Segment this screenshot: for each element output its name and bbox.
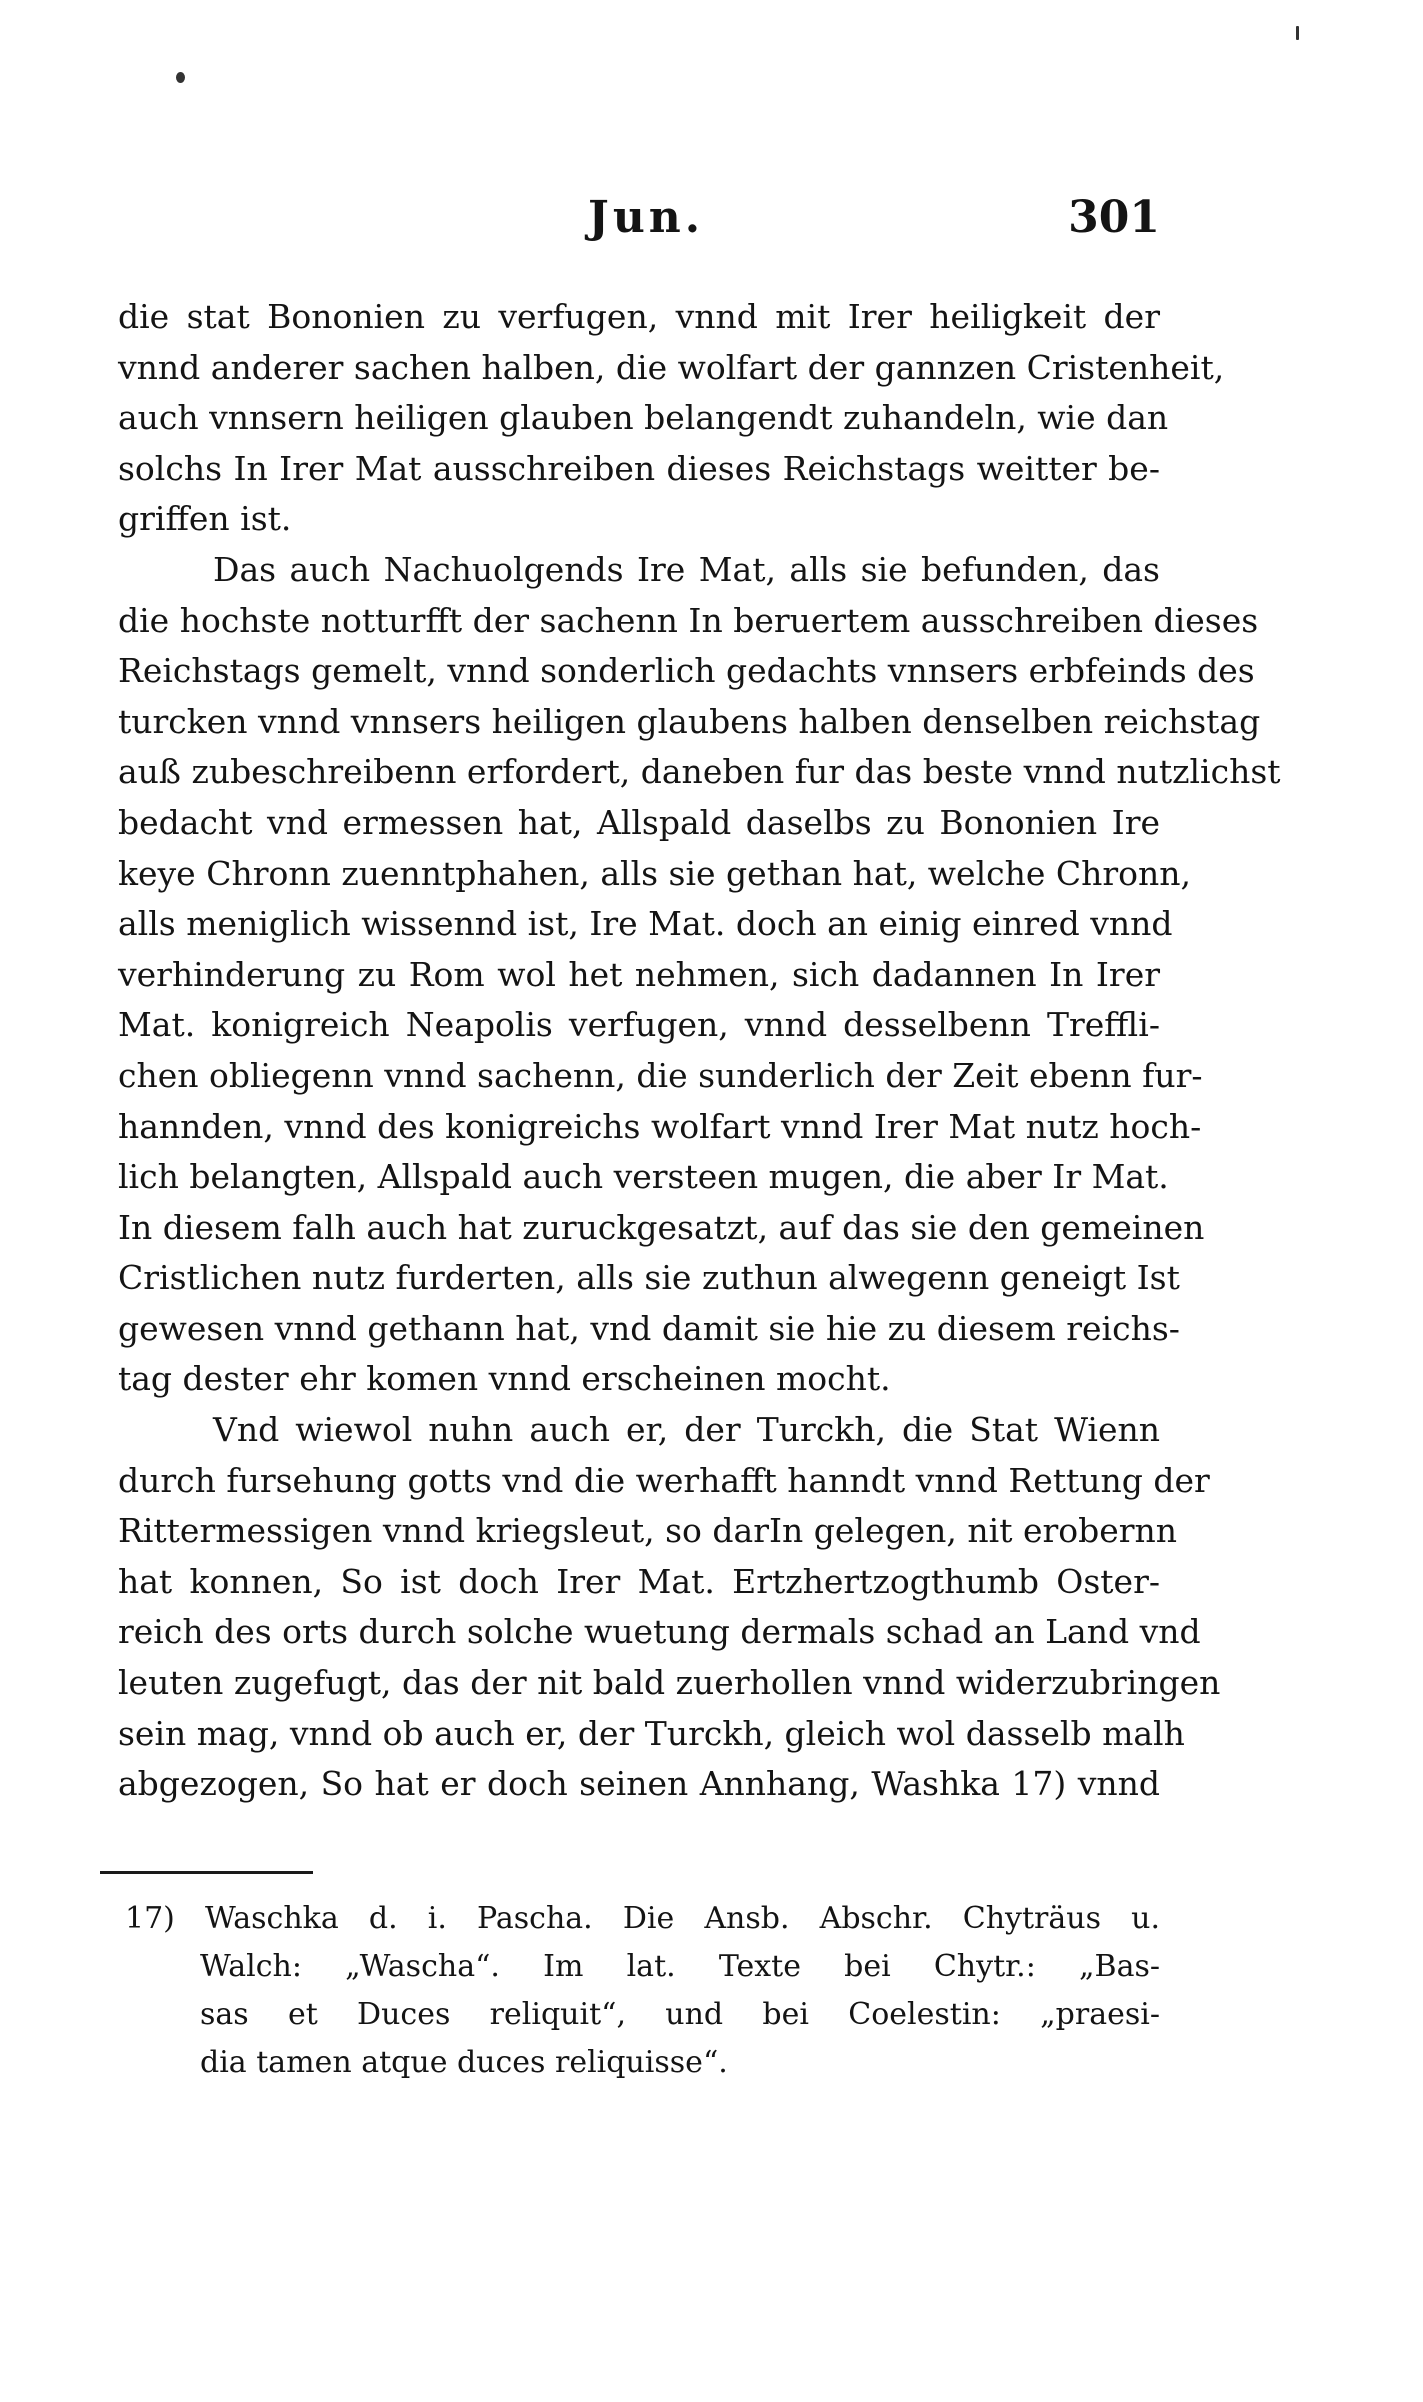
running-head: Jun. xyxy=(588,192,705,243)
text-line: chen obliegenn vnnd sachenn, die sunderlich der Zeit ebenn fur- xyxy=(118,1055,1203,1095)
text-line: die hochste notturfft der sachenn In beruertem ausschreiben dieses xyxy=(118,600,1259,640)
footnote-line: Walch: „Wascha“. Im lat. Texte bei Chytr.: „Bas- xyxy=(200,1949,1160,1984)
text-line: turcken vnnd vnnsers heiligen glaubens halben denselben reichstag xyxy=(118,701,1261,741)
text-line: Reichstags gemelt, vnnd sonderlich gedachts vnnsers erbfeinds des xyxy=(118,651,1255,691)
text-line: Cristlichen nutz furderten, alls sie zuthun alwegenn geneigt Ist xyxy=(118,1258,1180,1298)
text-line: auß zubeschreibenn erfordert, daneben fur das beste vnnd nutzlichst xyxy=(118,752,1281,792)
text-line: hat konnen, So ist doch Irer Mat. Ertzhertzogthumb Oster- xyxy=(118,1561,1160,1601)
footnote-rule xyxy=(100,1871,313,1874)
text-line: leuten zugefugt, das der nit bald zuerhollen vnnd widerzubringen xyxy=(118,1663,1221,1703)
text-line: solchs In Irer Mat ausschreiben dieses Reichstags weitter be- xyxy=(118,448,1160,488)
text-line: hannden, vnnd des konigreichs wolfart vnnd Irer Mat nutz hoch- xyxy=(118,1106,1202,1146)
paragraph-start-line: Das auch Nachuolgends Ire Mat, alls sie befunden, das xyxy=(213,549,1160,589)
text-line: bedacht vnd ermessen hat, Allspald daselbs zu Bononien Ire xyxy=(118,802,1160,842)
text-line: Rittermessigen vnnd kriegsleut, so darIn gelegen, nit erobernn xyxy=(118,1511,1178,1551)
text-line: keye Chronn zuenntphahen, alls sie gethan hat, welche Chronn, xyxy=(118,853,1192,893)
text-line: verhinderung zu Rom wol het nehmen, sich dadannen In Irer xyxy=(118,954,1160,994)
footnote-line: 17) Waschka d. i. Pascha. Die Ansb. Abschr. Chyträus u. xyxy=(125,1901,1160,1936)
footnote xyxy=(125,1895,1160,2087)
text-line: lich belangten, Allspald auch versteen mugen, die aber Ir Mat. xyxy=(118,1157,1169,1197)
text-line: In diesem falh auch hat zuruckgesatzt, auf das sie den gemeinen xyxy=(118,1207,1205,1247)
page-number: 301 xyxy=(1068,192,1160,243)
footnote-line: dia tamen atque duces reliquisse“. xyxy=(200,2045,728,2080)
text-line: auch vnnsern heiligen glauben belangendt zuhandeln, wie dan xyxy=(118,398,1169,438)
text-line: griffen ist. xyxy=(118,499,292,539)
text-line: vnnd anderer sachen halben, die wolfart der gannzen Cristenheit, xyxy=(118,347,1225,387)
main-text xyxy=(118,292,1281,1810)
page-header xyxy=(118,192,1160,252)
ink-speck xyxy=(176,72,185,83)
text-line: die stat Bononien zu verfugen, vnnd mit Irer heiligkeit der xyxy=(118,297,1160,336)
text-line: Mat. konigreich Neapolis verfugen, vnnd desselbenn Treffli- xyxy=(118,1005,1160,1045)
ink-speck xyxy=(1296,26,1299,40)
paragraph-start-line: Vnd wiewol nuhn auch er, der Turckh, die Stat Wienn xyxy=(213,1410,1160,1450)
text-line: abgezogen, So hat er doch seinen Annhang, Washka 17) vnnd xyxy=(118,1764,1160,1804)
text-line: reich des orts durch solche wuetung dermals schad an Land vnd xyxy=(118,1612,1201,1652)
text-line: gewesen vnnd gethann hat, vnd damit sie hie zu diesem reichs- xyxy=(118,1308,1180,1348)
footnote-line: sas et Duces reliquit“, und bei Coelestin: „praesi- xyxy=(200,1997,1160,2032)
text-line: tag dester ehr komen vnnd erscheinen mocht. xyxy=(118,1359,891,1399)
text-line: durch fursehung gotts vnd die werhafft hanndt vnnd Rettung der xyxy=(118,1460,1210,1500)
text-line: sein mag, vnnd ob auch er, der Turckh, gleich wol dasselb malh xyxy=(118,1713,1185,1753)
text-line: alls meniglich wissennd ist, Ire Mat. doch an einig einred vnnd xyxy=(118,904,1173,944)
